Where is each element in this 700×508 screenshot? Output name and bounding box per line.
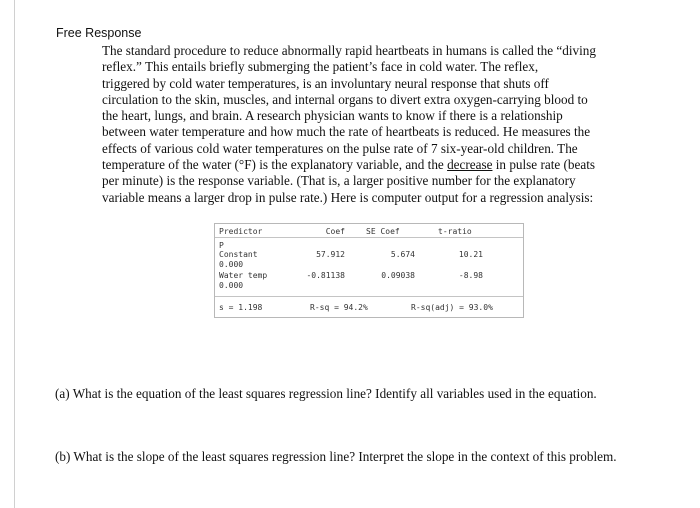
question-b: (b) What is the slope of the least squares regression line? Interpret the slope in the context of this problem. xyxy=(55,449,617,464)
row-constant-p: 0.000 xyxy=(219,260,244,269)
section-header: Free Response xyxy=(56,26,142,40)
row-constant-predictor: Constant xyxy=(219,250,258,259)
row-constant-se: 5.674 xyxy=(390,250,415,259)
underlined-word: decrease xyxy=(447,157,493,173)
paragraph-line: triggered by cold water temperatures, is an involuntary neural response that shuts off xyxy=(102,75,549,91)
row-water-temp-coef: -0.81138 xyxy=(306,271,345,280)
header-p: P xyxy=(219,241,224,250)
row-water-temp-p: 0.000 xyxy=(219,281,244,290)
problem-paragraph xyxy=(102,43,650,206)
row-water-temp-se: 0.09038 xyxy=(381,271,415,280)
row-water-temp-t: -8.98 xyxy=(458,271,483,280)
paragraph-line: The standard procedure to reduce abnormally rapid heartbeats in humans is called the “diving xyxy=(102,43,596,58)
regression-output-table xyxy=(214,223,524,318)
stat-r-sq: R-sq = 94.2% xyxy=(310,303,368,312)
left-margin-rule xyxy=(14,0,15,508)
paragraph-line xyxy=(102,157,650,173)
question-a: (a) What is the equation of the least squares regression line? Identify all variables used in the equation. xyxy=(55,386,597,401)
table-divider xyxy=(215,237,523,238)
header-t-ratio: t-ratio xyxy=(438,227,472,236)
paragraph-line: between water temperature and how much the rate of heartbeats is reduced. He measures the xyxy=(102,124,591,140)
paragraph-line: reflex.” This entails briefly submerging the patient’s face in cold water. The reflex, xyxy=(102,59,539,75)
row-constant-coef: 57.912 xyxy=(316,250,345,259)
line-text: in pulse rate (beats xyxy=(492,157,596,173)
row-constant-t: 10.21 xyxy=(458,250,483,259)
paragraph-line: the heart, lungs, and brain. A research physician wants to know if there is a relationship xyxy=(102,108,563,124)
header-coef: Coef xyxy=(325,227,345,236)
stat-s: s = 1.198 xyxy=(219,303,263,312)
table-divider xyxy=(215,296,523,297)
paragraph-line: per minute) is the response variable. (That is, a larger positive number for the explanatory xyxy=(102,173,576,189)
header-predictor: Predictor xyxy=(219,227,263,236)
header-se-coef: SE Coef xyxy=(366,227,400,236)
paragraph-line: variable means a larger drop in pulse rate.) Here is computer output for a regression analysis: xyxy=(102,189,594,205)
stat-r-sq-adj: R-sq(adj) = 93.0% xyxy=(411,303,493,312)
row-water-temp-predictor: Water temp xyxy=(219,271,268,280)
line-text: temperature of the water (°F) is the explanatory variable, and the xyxy=(102,157,448,173)
paragraph-line: effects of various cold water temperatures on the pulse rate of 7 six-year-old children. The xyxy=(102,140,578,156)
paragraph-line: circulation to the skin, muscles, and internal organs to divert extra oxygen-carrying blood to xyxy=(102,91,588,107)
